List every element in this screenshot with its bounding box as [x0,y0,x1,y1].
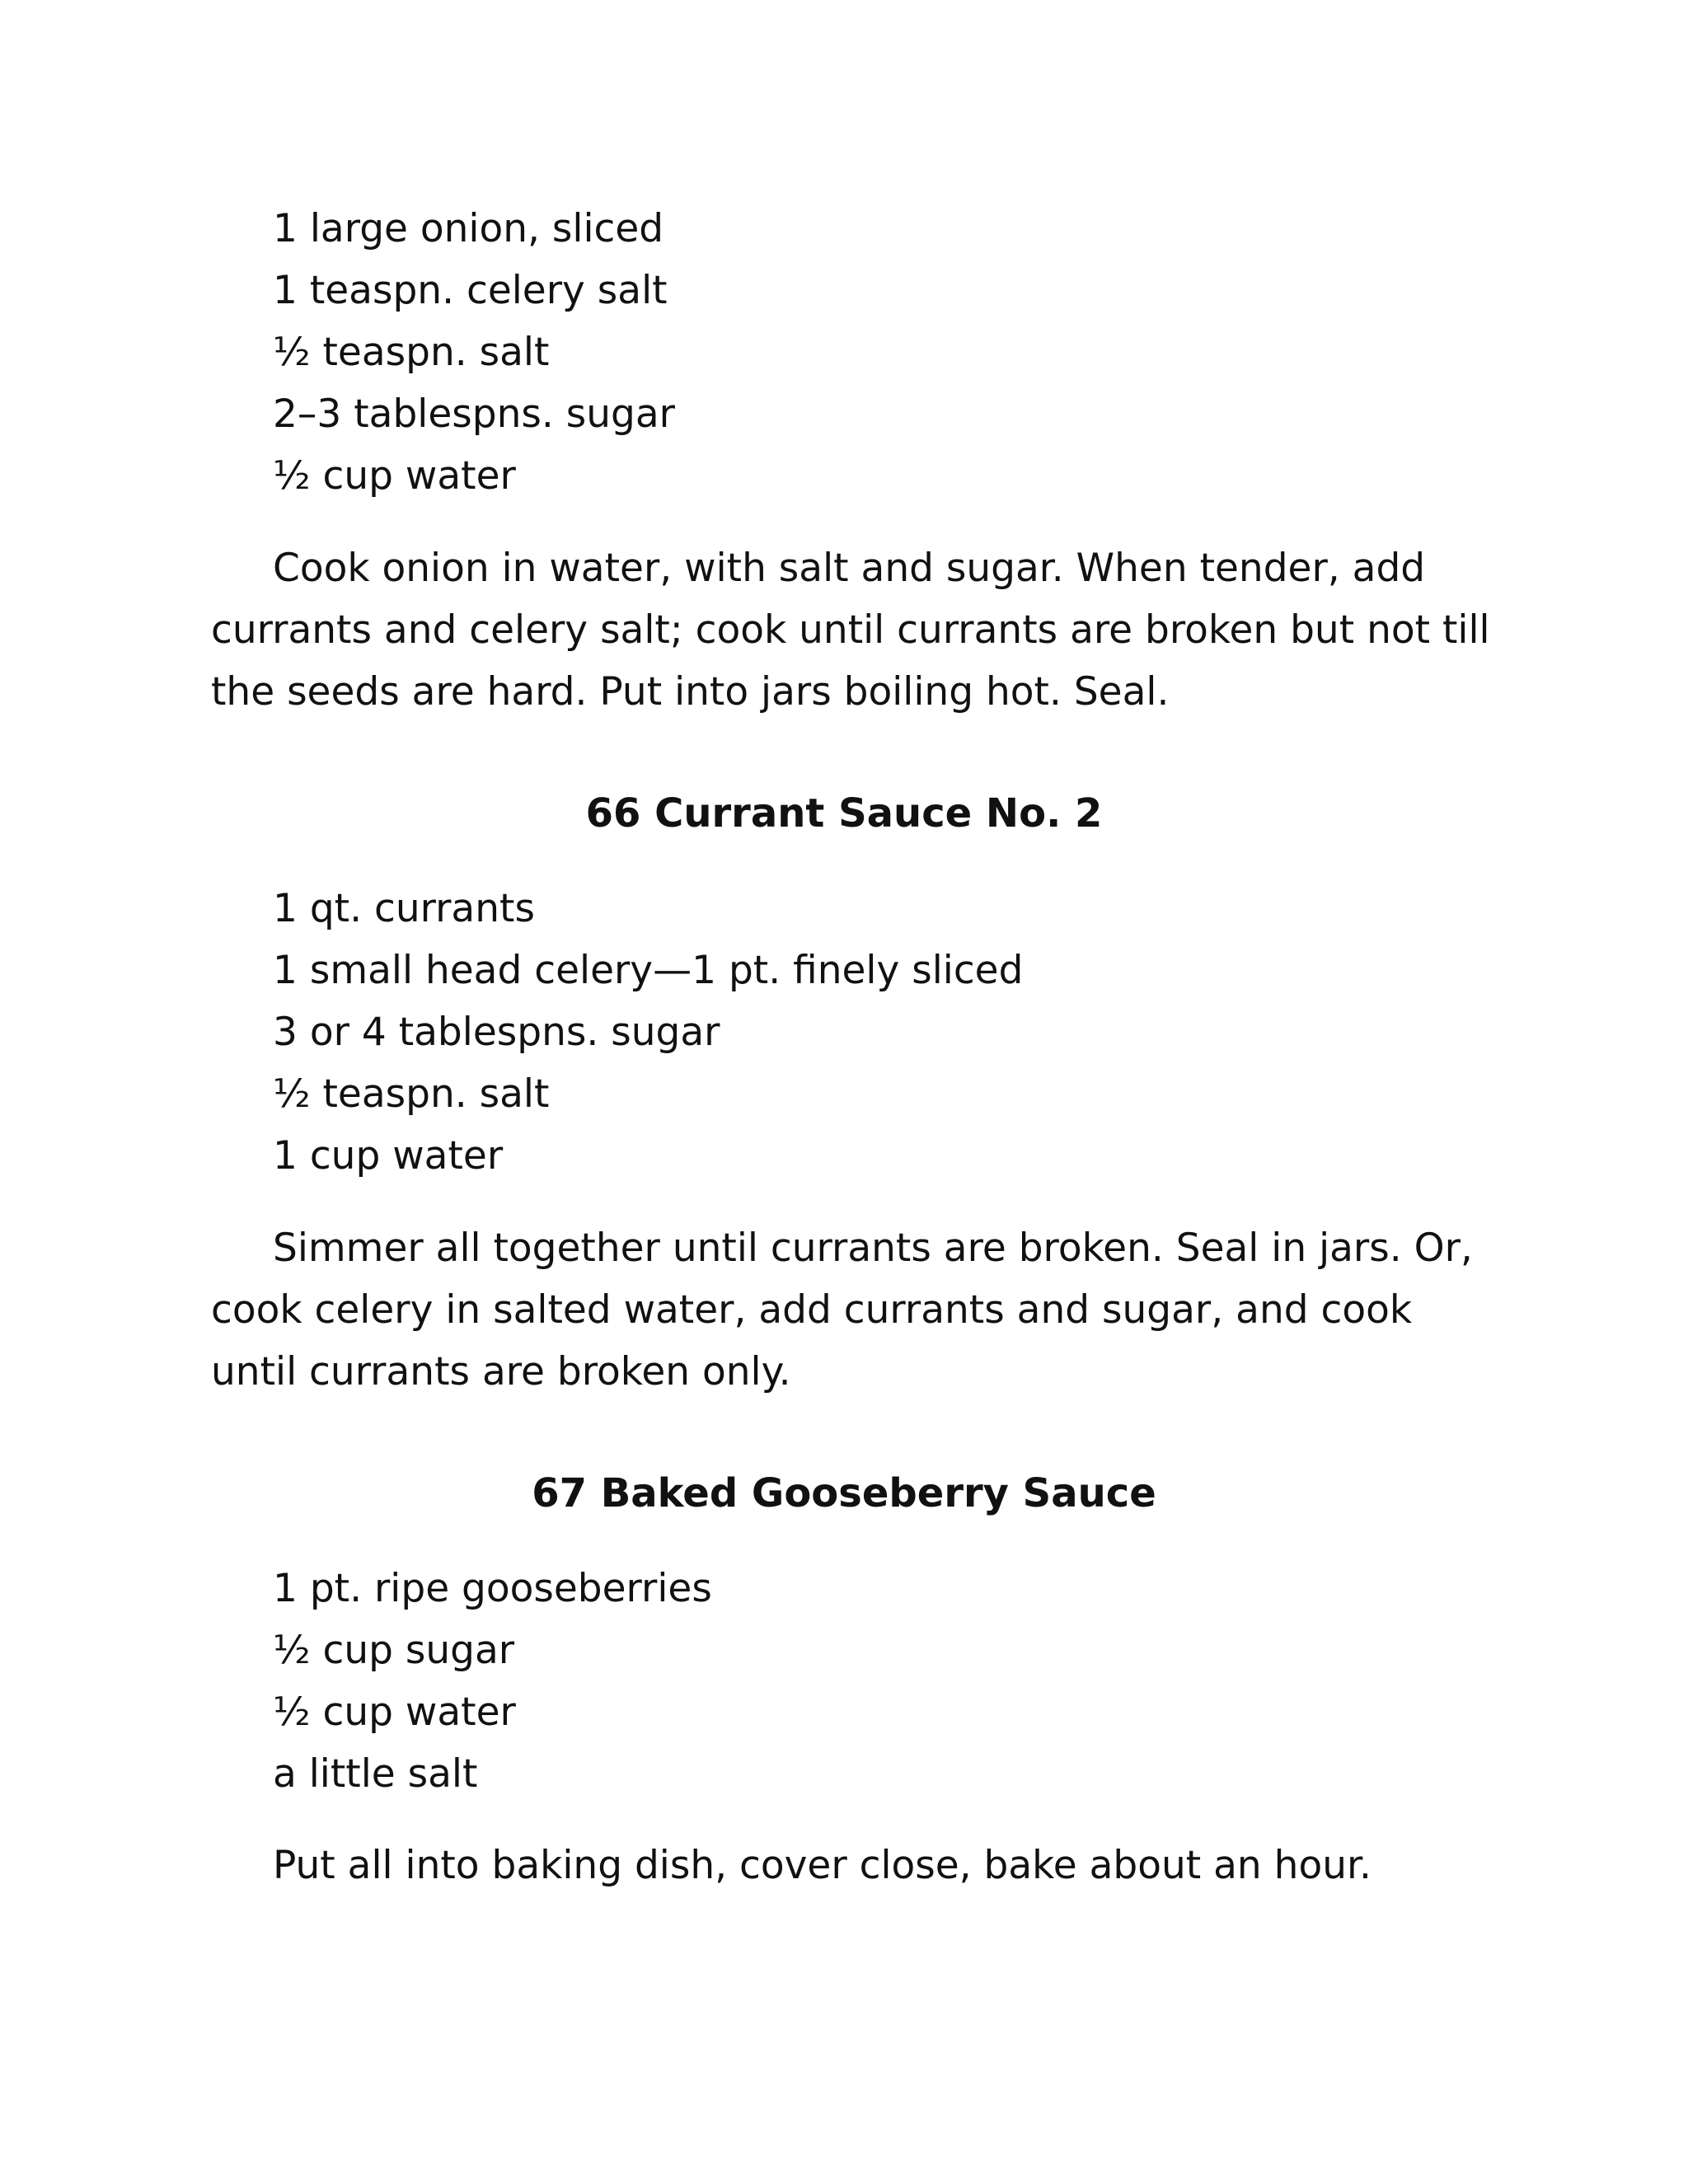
ingredient-item: ½ teaspn. salt [273,1071,550,1117]
directions [211,537,1497,723]
ingredient-item: 1 teaspn. celery salt [273,268,668,313]
ingredient-item: a little salt [273,1751,478,1797]
ingredient-item: 2–3 tablespns. sugar [273,391,675,437]
directions-paragraph: Put all into baking dish, cover close, bake about an hour. [273,1843,1372,1888]
ingredient-item: 3 or 4 tablespns. sugar [273,1010,720,1055]
ingredient-list [211,1558,1497,1805]
ingredient-item: ½ cup water [273,453,516,499]
ingredient-item: 1 large onion, sliced [273,206,664,251]
directions [211,1217,1497,1403]
ingredient-item: 1 pt. ripe gooseberries [273,1566,712,1611]
directions [211,1835,1497,1896]
ingredient-list [211,198,1497,507]
ingredient-item: 1 small head celery—1 pt. finely sliced [273,948,1024,993]
ingredient-item: ½ cup sugar [273,1628,515,1673]
ingredient-item: ½ cup water [273,1690,516,1735]
recipe-title: 66 Currant Sauce No. 2 [585,790,1103,837]
directions-paragraph: Simmer all together until currants are broken. Seal in jars. Or, cook celery in salted water, add currants and sugar, and cook until currants are broken only. [211,1226,1473,1394]
ingredient-item: 1 cup water [273,1133,504,1179]
ingredient-item: ½ teaspn. salt [273,330,550,375]
directions-paragraph: Cook onion in water, with salt and sugar. When tender, add currants and celery salt; cook until currants are broken but not till the seeds are hard. Put into jars boiling hot. Seal. [211,546,1490,715]
ingredient-item: 1 qt. currants [273,886,535,931]
recipe-title: 67 Baked Gooseberry Sauce [532,1470,1156,1516]
ingredient-list [211,878,1497,1187]
